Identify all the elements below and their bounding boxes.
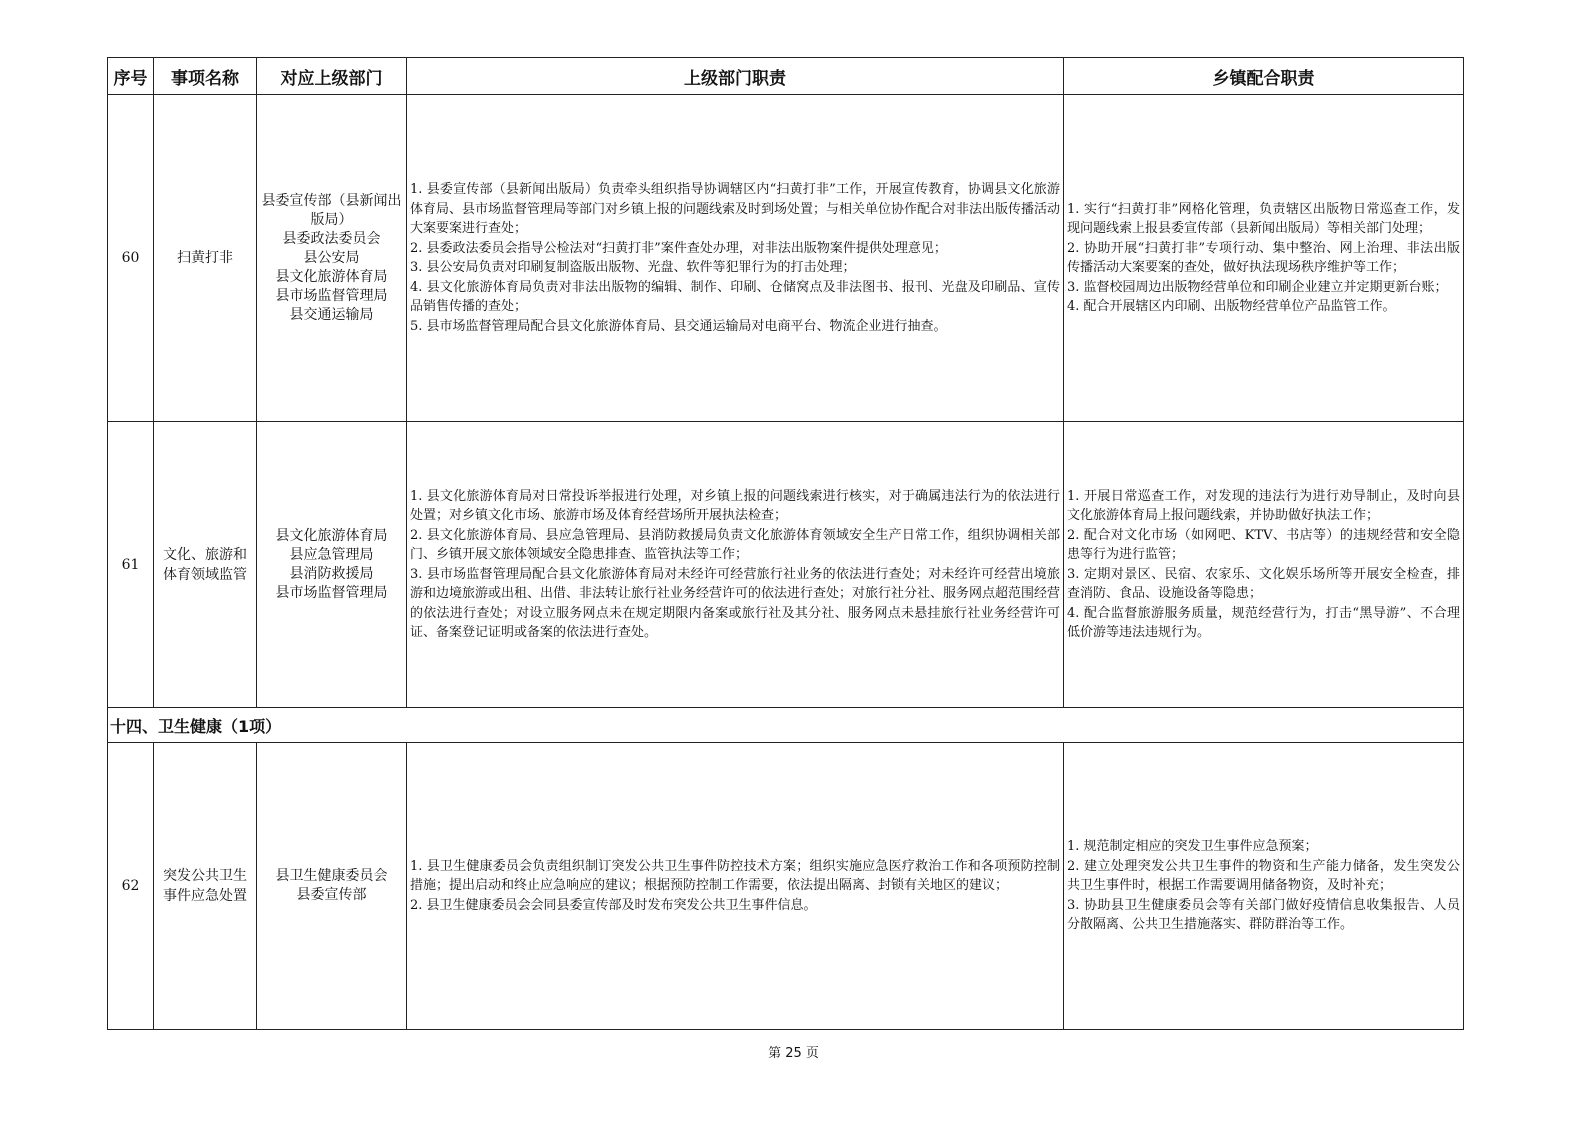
town-duty-cell — [1064, 743, 1464, 1030]
duty-item: 3. 协助县卫生健康委员会等有关部门做好疫情信息收集报告、人员分散隔离、公共卫生措施落实、群防群治等工作。 — [1067, 897, 1460, 933]
duty-item: 4. 配合监督旅游服务质量，规范经营行为，打击“黑导游”、不合理低价游等违法违规行为。 — [1067, 605, 1460, 640]
duty-item: 2. 建立处理突发公共卫生事件的物资和生产能力储备，发生突发公共卫生事件时，根据工作需要调用储备物资，及时补充； — [1067, 858, 1460, 894]
header-upper-dept: 对应上级部门 — [257, 58, 407, 95]
dept-line: 县公安局 — [303, 249, 360, 266]
duty-item: 1. 县委宣传部（县新闻出版局）负责牵头组织指导协调辖区内“扫黄打非”工作，开展宣传教育，协调县文化旅游体育局、县市场监督管理局等部门对乡镇上报的问题线索及时到场处置；与相关单位协作配合对非法出版传播活动大案要案进行查处； — [410, 182, 1061, 236]
header-no: 序号 — [108, 58, 154, 95]
dept-line: 县市场监督管理局 — [275, 287, 388, 304]
row-number: 61 — [108, 422, 154, 708]
dept-line: 县卫生健康委员会 — [275, 868, 388, 884]
town-duty-cell — [1064, 95, 1464, 422]
table-row — [108, 422, 1464, 708]
item-name: 文化、旅游和体育领域监管 — [154, 422, 257, 708]
dept-line: 县文化旅游体育局 — [275, 268, 388, 285]
duty-item: 2. 配合对文化市场（如网吧、KTV、书店等）的违规经营和安全隐患等行为进行监管； — [1067, 527, 1460, 562]
duty-item: 2. 县委政法委员会指导公检法对“扫黄打非”案件查处办理，对非法出版物案件提供处理意见； — [410, 240, 947, 256]
upper-duty-cell — [407, 743, 1064, 1030]
page-number: 第 25 页 — [768, 1046, 819, 1061]
item-name: 扫黄打非 — [154, 95, 257, 422]
duty-table — [107, 57, 1464, 1030]
dept-line: 县应急管理局 — [289, 546, 374, 563]
duty-item: 4. 县文化旅游体育局负责对非法出版物的编辑、制作、印刷、仓储窝点及非法图书、报刊、光盘及印刷品、宣传品销售传播的查处； — [410, 279, 1060, 314]
duty-item: 2. 县文化旅游体育局、县应急管理局、县消防救援局负责文化旅游体育领域安全生产日常工作，组织协调相关部门、乡镇开展文旅体领域安全隐患排查、监管执法等工作； — [410, 527, 1060, 562]
dept-line: 县消防救援局 — [289, 565, 374, 582]
dept-line: 县委宣传部 — [296, 887, 367, 903]
header-item-name: 事项名称 — [154, 58, 257, 95]
duty-item: 4. 配合开展辖区内印刷、出版物经营单位产品监管工作。 — [1067, 299, 1396, 314]
section-title: 十四、卫生健康（1项） — [108, 708, 1464, 743]
dept-line: 县委政法委员会 — [282, 230, 381, 247]
duty-item: 1. 规范制定相应的突发卫生事件应急预案； — [1067, 839, 1318, 855]
upper-dept-cell — [257, 422, 407, 708]
duty-item: 1. 县卫生健康委员会负责组织制订突发公共卫生事件防控技术方案；组织实施应急医疗救治工作和各项预防控制措施；提出启动和终止应急响应的建议；根据预防控制工作需要，依法提出隔离、封锁有关地区的建议； — [410, 858, 1060, 894]
section-row — [108, 708, 1464, 743]
duty-item: 1. 实行“扫黄打非”网格化管理，负责辖区出版物日常巡查工作，发现问题线索上报县委宣传部（县新闻出版局）等相关部门处理； — [1067, 201, 1460, 236]
dept-line: 县委宣传部（县新闻出版局） — [261, 192, 402, 228]
duty-item: 1. 县文化旅游体育局对日常投诉举报进行处理，对乡镇上报的问题线索进行核实，对于确属违法行为的依法进行处置；对乡镇文化市场、旅游市场及体育经营场所开展执法检查； — [410, 488, 1060, 523]
duty-item: 5. 县市场监督管理局配合县文化旅游体育局、县交通运输局对电商平台、物流企业进行抽查。 — [410, 318, 947, 334]
dept-line: 县市场监督管理局 — [275, 584, 388, 601]
duty-item: 3. 定期对景区、民宿、农家乐、文化娱乐场所等开展安全检查，排查消防、食品、设施设备等隐患； — [1067, 566, 1460, 601]
duty-item: 1. 开展日常巡查工作，对发现的违法行为进行劝导制止，及时向县文化旅游体育局上报问题线索，并协助做好执法工作； — [1067, 488, 1460, 523]
table-row — [108, 95, 1464, 422]
header-town-duty: 乡镇配合职责 — [1064, 58, 1464, 95]
town-duty-cell — [1064, 422, 1464, 708]
row-number: 62 — [108, 743, 154, 1030]
dept-line: 县文化旅游体育局 — [275, 527, 388, 544]
upper-dept-cell — [257, 95, 407, 422]
upper-dept-cell — [257, 743, 407, 1030]
dept-line: 县交通运输局 — [289, 306, 374, 323]
item-name: 突发公共卫生事件应急处置 — [154, 743, 257, 1030]
duty-item: 3. 监督校园周边出版物经营单位和印刷企业建立并定期更新台账； — [1067, 279, 1448, 295]
duty-item: 3. 县公安局负责对印刷复制盗版出版物、光盘、软件等犯罪行为的打击处理； — [410, 260, 856, 275]
upper-duty-cell — [407, 422, 1064, 708]
table-row — [108, 743, 1464, 1030]
duty-item: 2. 县卫生健康委员会会同县委宣传部及时发布突发公共卫生事件信息。 — [410, 897, 817, 913]
header-upper-duty: 上级部门职责 — [407, 58, 1064, 95]
duty-item: 3. 县市场监督管理局配合县文化旅游体育局对未经许可经营旅行社业务的依法进行查处；对未经许可经营出境旅游和边境旅游或出租、出借、非法转让旅行社业务经营许可的依法进行查处；对旅行社分社、服务网点超范围经营的依法进行查处；对设立服务网点未在规定期限内备案或旅行社及其分社、服务网点未悬挂旅行社业务经营许可证、备案登记证明或备案的依法进行查处。 — [410, 566, 1061, 640]
duty-item: 2. 协助开展“扫黄打非”专项行动、集中整治、网上治理、非法出版传播活动大案要案的查处，做好执法现场秩序维护等工作； — [1067, 240, 1460, 275]
upper-duty-cell — [407, 95, 1064, 422]
row-number: 60 — [108, 95, 154, 422]
table-header-row — [108, 58, 1464, 95]
